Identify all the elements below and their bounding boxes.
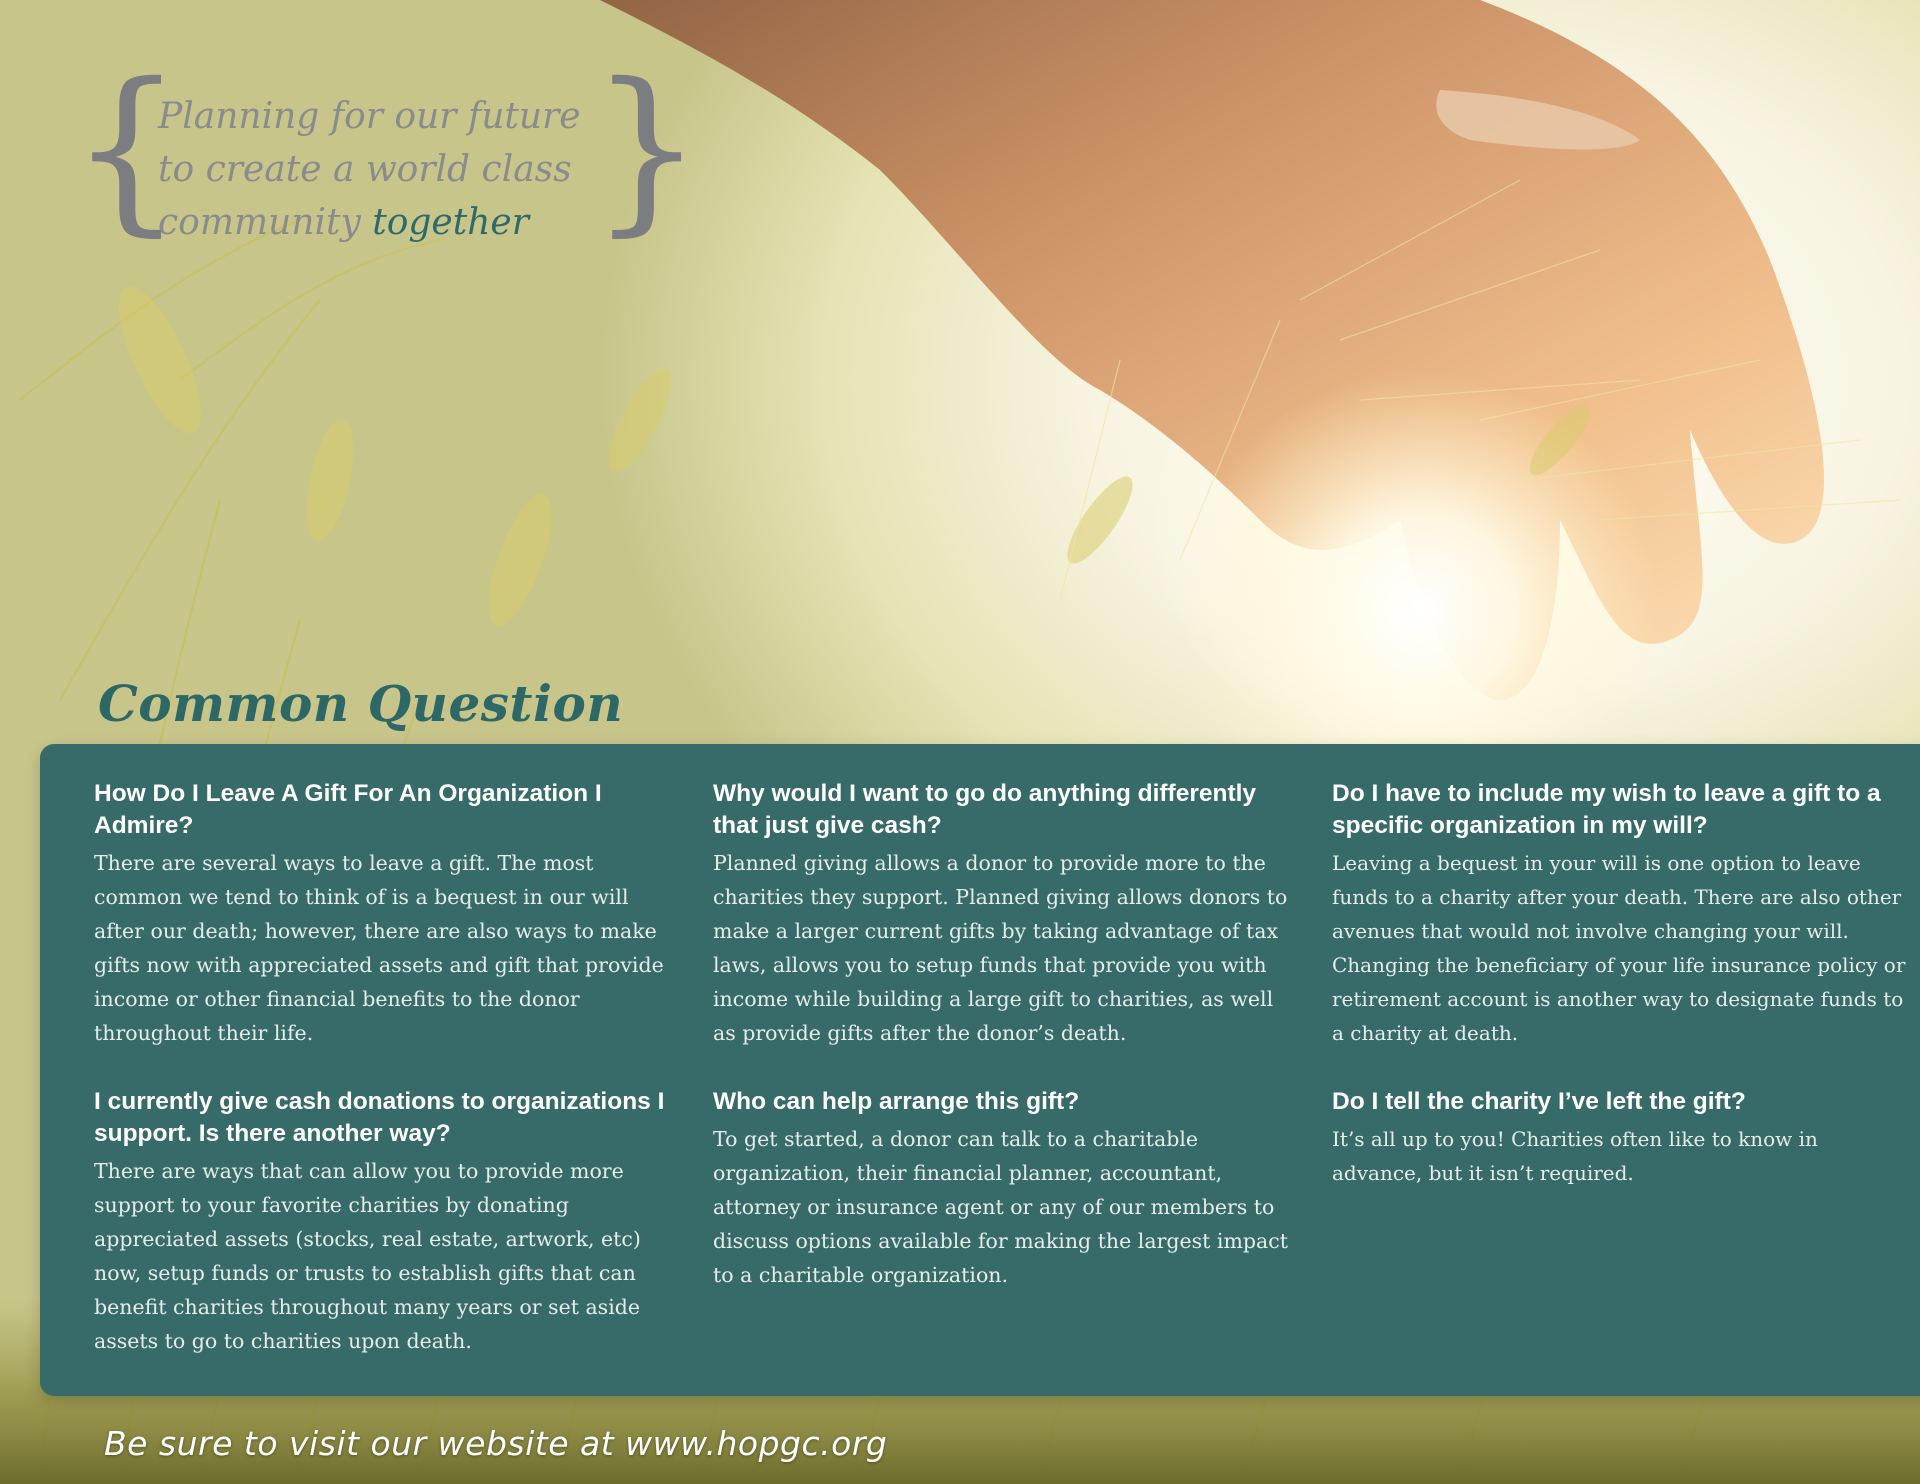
faq-answer: There are ways that can allow you to provide more support to your favorite charities by donating appreciated assets (stocks, real estate, artwork, etc) now, setup funds or trusts to establish gifts that can benefit charities throughout many years or set aside assets to go to charities upon death.	[94, 1159, 641, 1353]
faq-question: I currently give cash donations to organizations I support. Is there another way?	[94, 1088, 665, 1147]
right-brace: }	[590, 45, 704, 252]
faq-answer: There are several ways to leave a gift. The most common we tend to think of is a bequest in our will after our death; however, there are also ways to make gifts now with appreciated assets and gift that provide income or other financial benefits to the donor throughout their life.	[94, 851, 664, 1045]
tagline	[70, 45, 704, 272]
faq-item	[1332, 778, 1912, 1050]
faq-item	[713, 1086, 1293, 1292]
tagline-line-3-prefix: community	[158, 202, 373, 243]
website-footer: Be sure to visit our website at www.hopgc.org	[104, 1424, 888, 1463]
faq-item	[1332, 1086, 1912, 1190]
faq-answer: Leaving a bequest in your will is one option to leave funds to a charity after your death. There are also other avenues that would not involve changing your will. Changing the beneficiary of your life insurance policy or retirement account is another way to designate funds to a charity at death.	[1332, 851, 1906, 1045]
faq-question: Who can help arrange this gift?	[713, 1088, 1080, 1115]
faq-column-2	[713, 778, 1293, 1328]
tagline-accent-word: together	[372, 202, 529, 243]
faq-answer: It’s all up to you! Charities often like to know in advance, but it isn’t required.	[1332, 1127, 1818, 1185]
tagline-line-1: Planning for our future	[158, 96, 581, 137]
faq-item	[713, 778, 1293, 1050]
faq-column-3	[1332, 778, 1912, 1226]
faq-question: Why would I want to go do anything differently that just give cash?	[713, 780, 1257, 839]
faq-answer: Planned giving allows a donor to provide more to the charities they support. Planned giving allows donors to make a larger current gifts by taking advantage of tax laws, allows you to setup funds that provide you with income while building a large gift to charities, as well as provide gifts after the donor’s death.	[713, 851, 1288, 1045]
faq-answer: To get started, a donor can talk to a charitable organization, their financial planner, accountant, attorney or insurance agent or any of our members to discuss options available for making the largest impact to a charitable organization.	[713, 1127, 1288, 1287]
faq-question: Do I have to include my wish to leave a gift to a specific organization in my will?	[1332, 780, 1881, 839]
faq-panel	[40, 744, 1920, 1396]
tagline-line-2: to create a world class	[158, 149, 572, 190]
faq-item	[94, 1086, 674, 1358]
left-brace: {	[70, 45, 184, 252]
faq-column-1	[94, 778, 674, 1394]
faq-question: How Do I Leave A Gift For An Organization I Admire?	[94, 780, 602, 839]
tagline-text	[158, 90, 581, 249]
section-title: Common Question	[98, 674, 624, 733]
faq-item	[94, 778, 674, 1050]
tagline-line-3	[158, 196, 581, 249]
faq-question: Do I tell the charity I’ve left the gift?	[1332, 1088, 1746, 1115]
